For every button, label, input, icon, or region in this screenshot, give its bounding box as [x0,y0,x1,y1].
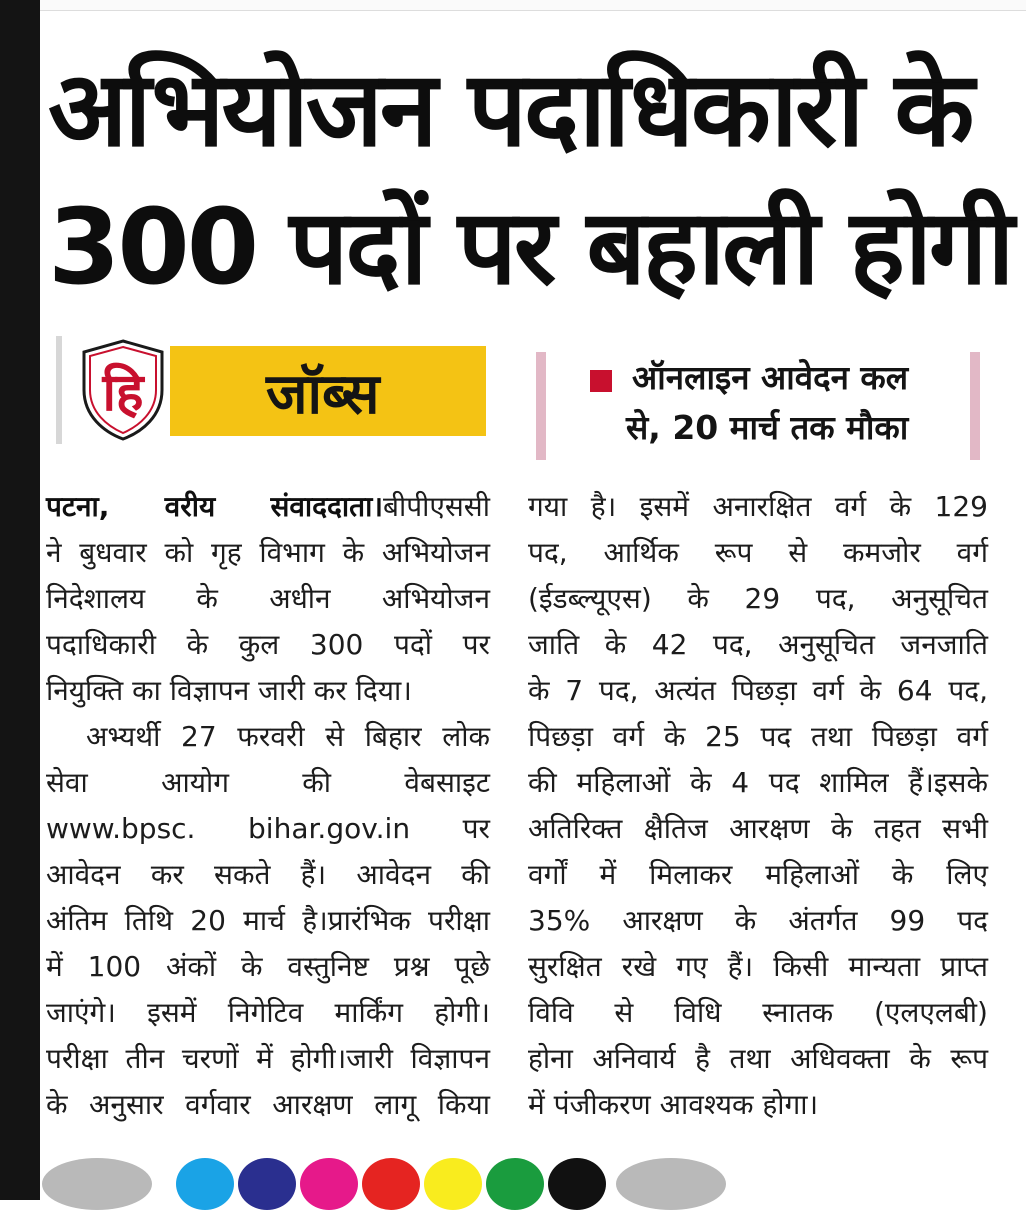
hindustan-logo [56,336,172,444]
text-line: परीक्षा तीन चरणों में होगी।जारी विज्ञापन [46,1042,490,1075]
text-line: की महिलाओं के 4 पद शामिल हैं।इसके [528,766,988,799]
color-swatch [362,1158,420,1210]
text-line: नियुक्ति का विज्ञापन जारी कर दिया। [46,674,412,707]
text-line: अतिरिक्त क्षैतिज आरक्षण के तहत सभी [528,812,988,845]
text-line: 35% आरक्षण के अंतर्गत 99 पद [528,904,988,937]
text-line: के 7 पद, अत्यंत पिछड़ा वर्ग के 64 पद, [528,674,988,707]
text-line: अभ्यर्थी 27 फरवरी से बिहार लोक [86,720,490,753]
headline-line-2: 300 पदों पर बहाली होगी [48,186,1012,308]
text-line: गया है। इसमें अनारक्षित वर्ग के 129 [528,490,988,523]
article-column-1 [46,484,490,1128]
red-square-bullet-icon [590,370,612,392]
website-url: www.bpsc. bihar.gov.in पर [46,812,490,845]
headline-line-1: अभियोजन पदाधिकारी के [48,48,972,170]
text-line: पदाधिकारी के कुल 300 पदों पर [46,628,490,661]
headline [48,40,1018,316]
text-line: जाति के 42 पद, अनुसूचित जनजाति [528,628,988,661]
text-line: पद, आर्थिक रूप से कमजोर वर्ग [528,536,988,569]
color-swatch [486,1158,544,1210]
color-swatch [238,1158,296,1210]
text-line: अंतिम तिथि 20 मार्च है।प्रारंभिक परीक्षा [46,904,490,937]
text-line: वर्गों में मिलाकर महिलाओं के लिए [528,858,988,891]
text-line: में 100 अंकों के वस्तुनिष्ट प्रश्न पूछे [46,950,490,983]
shield-icon [80,338,166,442]
logo-letter: हि [102,363,144,423]
dateline: पटना, वरीय संवाददाता। [46,490,383,523]
color-swatch [616,1158,726,1210]
jobs-section-banner [170,346,486,436]
print-color-bar [0,1148,1026,1200]
text-line: सुरक्षित रखे गए हैं। किसी मान्यता प्राप्त [528,950,988,983]
text-line: निदेशालय के अधीन अभियोजन [46,582,490,615]
text-line: में पंजीकरण आवश्यक होगा। [528,1088,819,1121]
color-swatch [42,1158,152,1210]
text-line: पिछड़ा वर्ग के 25 पद तथा पिछड़ा वर्ग [528,720,988,753]
text-line: के अनुसार वर्गवार आरक्षण लागू किया [46,1088,490,1121]
color-swatch [548,1158,606,1210]
top-border [40,0,1026,11]
color-swatch [176,1158,234,1210]
color-swatch [300,1158,358,1210]
text-line [46,484,490,530]
subheadline-line-2: से, 20 मार्च तक मौका [626,408,909,447]
subheadline-line-1: ऑनलाइन आवेदन कल [632,358,909,397]
color-swatch [424,1158,482,1210]
text-line: ने बुधवार को गृह विभाग के अभियोजन [46,536,490,569]
subheadline-box [536,352,980,460]
text-line: आवेदन कर सकते हैं। आवेदन की [46,858,490,891]
text-line: जाएंगे। इसमें निगेटिव मार्किंग होगी। [46,996,490,1029]
text-fragment: बीपीएससी [383,490,490,523]
left-margin-strip [0,0,40,1200]
text-line: (ईडब्ल्यूएस) के 29 पद, अनुसूचित [528,582,988,615]
article-column-2 [528,484,988,1128]
text-line: होना अनिवार्य है तथा अधिवक्ता के रूप [528,1042,988,1075]
text-line: सेवा आयोग की वेबसाइट [46,766,490,799]
section-label: जॉब्स [266,362,380,427]
text-line: विवि से विधि स्नातक (एलएलबी) [528,996,988,1029]
